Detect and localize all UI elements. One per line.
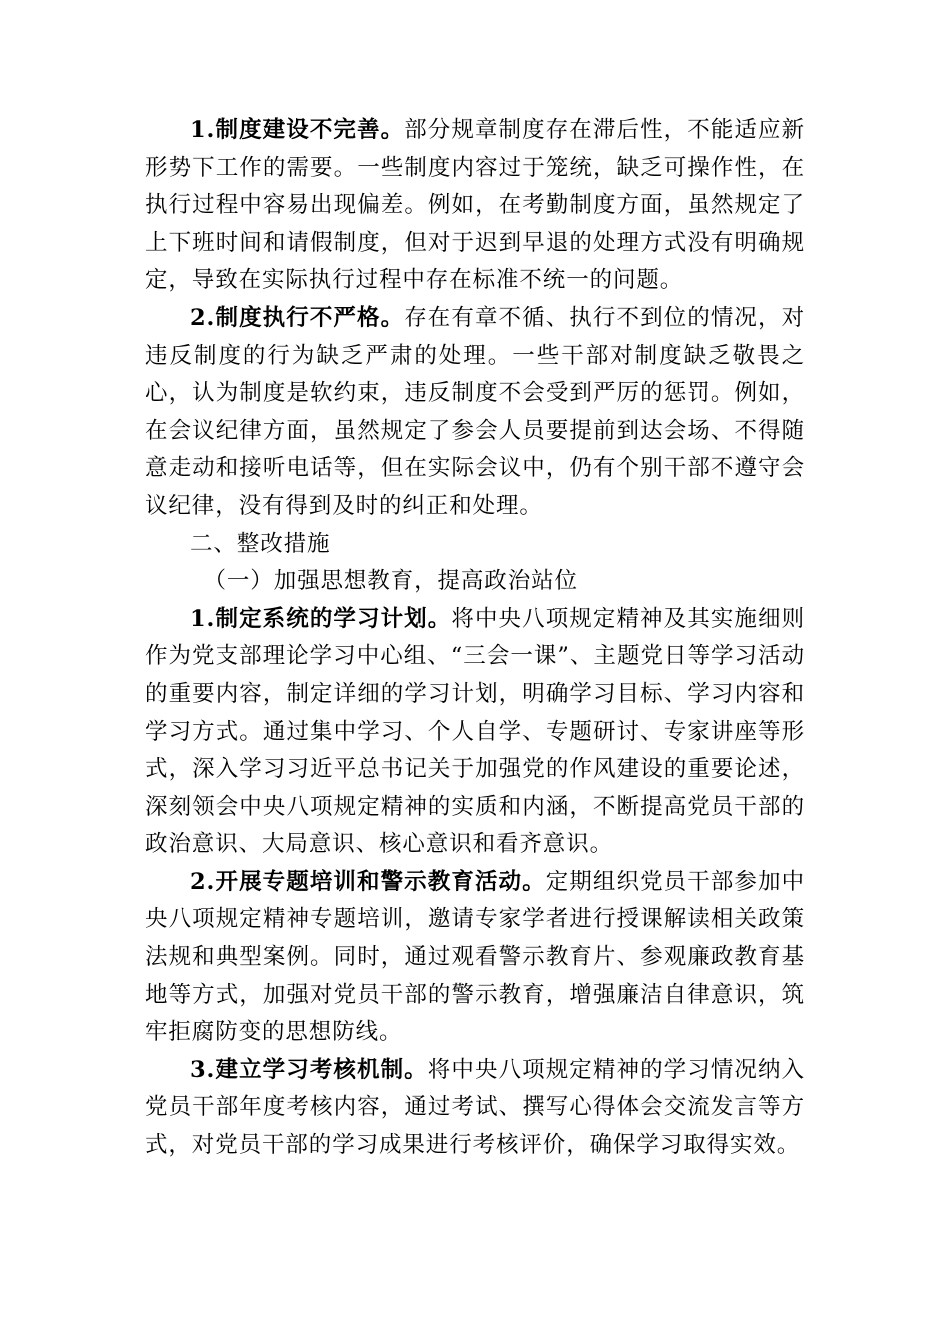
paragraph-system-construction <box>145 112 805 300</box>
section-heading: 二、整改措施 <box>190 530 331 557</box>
paragraph-assessment <box>145 1052 805 1165</box>
paragraph-study-plan <box>145 601 805 864</box>
paragraph-text: 将中央八项规定精神的学习情况纳入党员干部年度考核内容，通过考试、撰写心得体会交流发言等方式，对党员干部的学习成果进行考核评价，确保学习取得实效。 <box>145 1056 806 1159</box>
paragraph-system-execution <box>145 300 805 526</box>
paragraph-text: 将中央八项规定精神及其实施细则作为党支部理论学习中心组、“三会一课”、主题党日等学习活动的重要内容，制定详细的学习计划，明确学习目标、学习内容和学习方式。通过集中学习、个人自学、专题研讨、专家讲座等形式，深入学习习近平总书记关于加强党的作风建设的重要论述，深刻领会中央八项规定精神的实质和内涵，不断提高党员干部的政治意识、大局意识、核心意识和看齐意识。 <box>145 605 805 858</box>
paragraph-training <box>145 864 805 1052</box>
paragraph-lead: 2.制度执行不严格。 <box>190 304 405 331</box>
document-page <box>145 112 805 1165</box>
paragraph-lead: 1.制度建设不完善。 <box>190 117 405 143</box>
paragraph-lead: 3.建立学习考核机制。 <box>190 1056 428 1083</box>
paragraph-lead: 1.制定系统的学习计划。 <box>190 605 452 632</box>
paragraph-text: 部分规章制度存在滞后性，不能适应新形势下工作的需要。一些制度内容过于笼统，缺乏可操作性，在执行过程中容易出现偏差。例如，在考勤制度方面，虽然规定了上下班时间和请假制度，但对于迟到早退的处理方式没有明确规定，导致在实际执行过程中存在标准不统一的问题。 <box>145 117 805 294</box>
subsection-heading: （一）加强思想教育，提高政治站位 <box>203 568 578 595</box>
paragraph-text: 定期组织党员干部参加中央八项规定精神专题培训，邀请专家学者进行授课解读相关政策法规和典型案例。同时，通过观看警示教育片、参观廉政教育基地等方式，加强对党员干部的警示教育，增强廉洁自律意识，筑牢拒腐防变的思想防线。 <box>145 868 806 1046</box>
paragraph-lead: 2.开展专题培训和警示教育活动。 <box>190 868 546 895</box>
paragraph-text: 存在有章不循、执行不到位的情况，对违反制度的行为缺乏严肃的处理。一些干部对制度缺乏敬畏之心，认为制度是软约束，违反制度不会受到严厉的惩罚。例如，在会议纪律方面，虽然规定了参会人员要提前到达会场、不得随意走动和接听电话等，但在实际会议中，仍有个别干部不遵守会议纪律，没有得到及时的纠正和处理。 <box>145 304 805 519</box>
